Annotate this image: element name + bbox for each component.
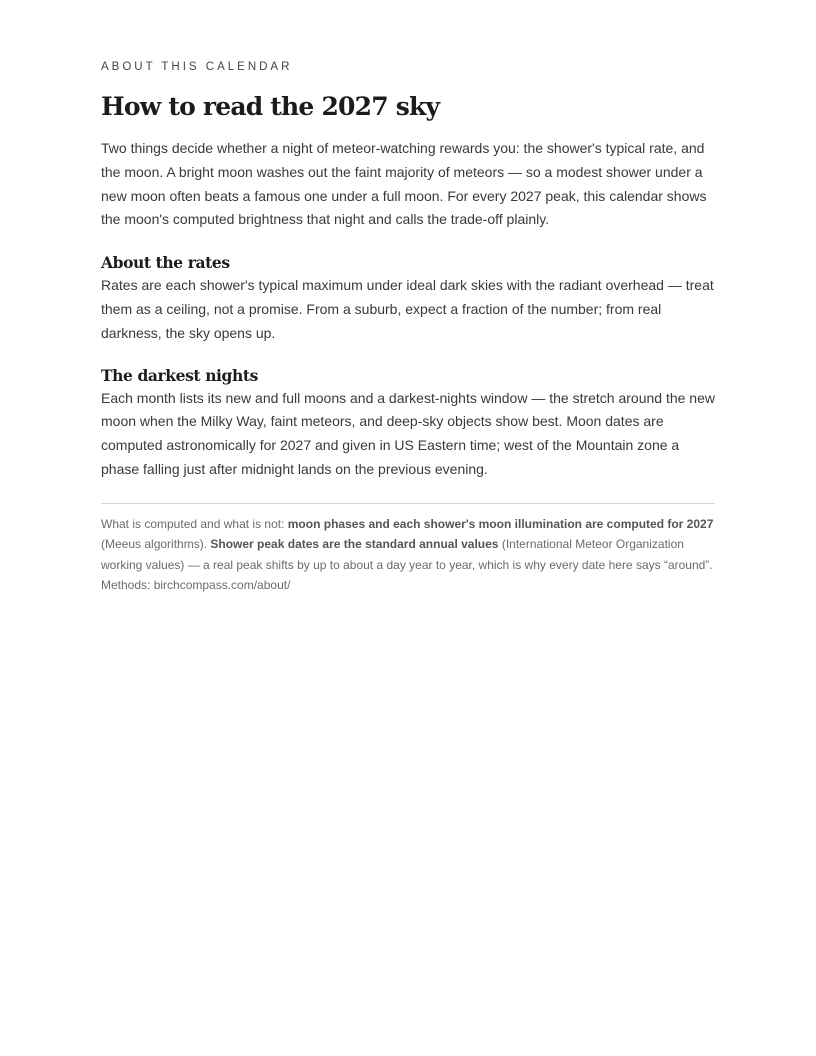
note-lead: What is computed and what is not: bbox=[101, 516, 288, 531]
methods-note bbox=[101, 514, 715, 596]
note-standard-values: Shower peak dates are the standard annual values bbox=[210, 537, 499, 552]
note-computed: moon phases and each shower's moon illumination are computed for 2027 bbox=[287, 516, 714, 531]
note-meeus: (Meeus algorithms). bbox=[101, 537, 211, 552]
page-content bbox=[101, 58, 715, 596]
divider bbox=[101, 503, 715, 504]
page-title: How to read the 2027 sky bbox=[101, 92, 440, 121]
intro-paragraph: Two things decide whether a night of meteor-watching rewards you: the shower's typical rate, and the moon. A bright moon washes out the faint majority of meteors — so a modest shower under a new moon often beats a famous one under a full moon. For every 2027 peak, this calendar shows the moon's computed brightness that night and calls the trade-off plainly. bbox=[101, 140, 707, 228]
section-body-rates: Rates are each shower's typical maximum under ideal dark skies with the radiant overhead — treat them as a ceiling, not a promise. From a suburb, expect a fraction of the number; from real darkness, the sky opens up. bbox=[101, 277, 714, 341]
section-heading-darkest-nights: The darkest nights bbox=[101, 365, 258, 385]
note-tail: (International Meteor Organization working values) — a real peak shifts by up to about a day year to year, which is why every date here says “around”. Methods: birchcompass.com/about/ bbox=[101, 537, 713, 593]
section-body-darkest-nights: Each month lists its new and full moons and a darkest-nights window — the stretch around the new moon when the Milky Way, faint meteors, and deep-sky objects show best. Moon dates are computed astronomically for 2027 and given in US Eastern time; west of the Mountain zone a phase falling just after midnight lands on the previous evening. bbox=[101, 389, 715, 477]
eyebrow-label: ABOUT THIS CALENDAR bbox=[101, 61, 293, 73]
section-heading-rates: About the rates bbox=[101, 253, 230, 273]
